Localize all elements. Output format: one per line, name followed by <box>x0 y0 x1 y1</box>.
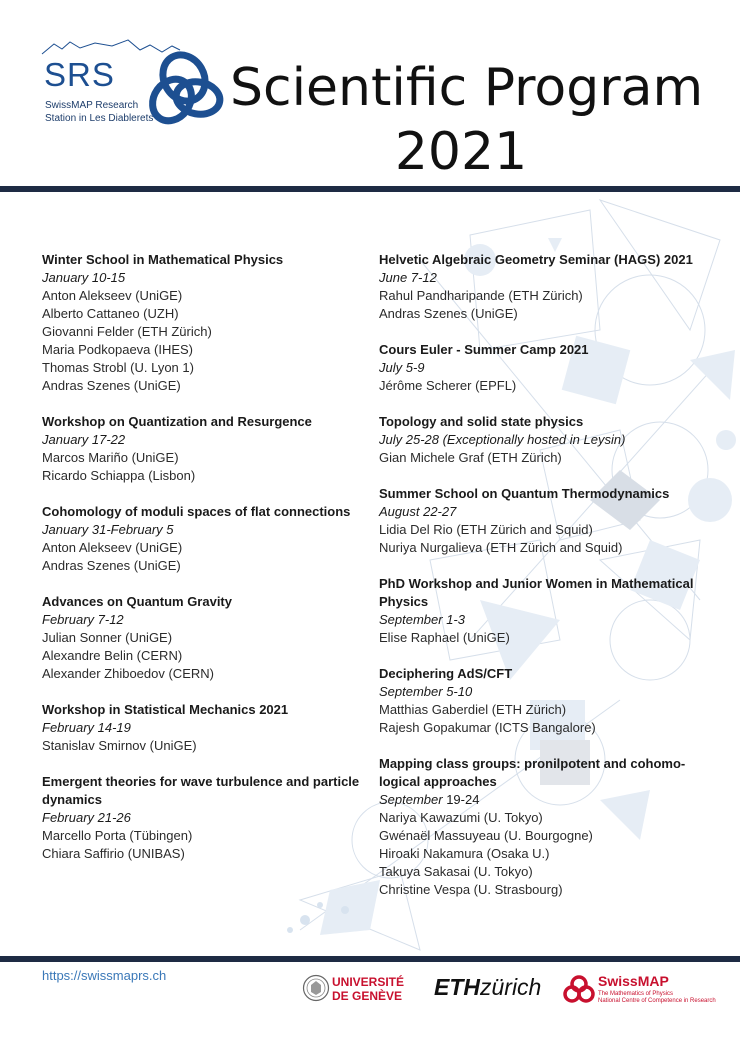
swissmap-tagline: The Mathematics of Physics <box>598 991 674 997</box>
organizer: Nuriya Nurgalieva (ETH Zürich and Squid) <box>379 540 623 555</box>
event-title: Workshop in Statistical Mechanics 2021 <box>42 702 289 717</box>
event-date: September 5-10 <box>379 684 473 699</box>
event-title: Cours Euler - Summer Camp 2021 <box>379 342 589 357</box>
event-title: Advances on Quantum Gravity <box>42 594 232 609</box>
organizer: Alexandre Belin (CERN) <box>42 648 183 663</box>
event-title: Cohomology of moduli spaces of flat connections <box>42 504 351 519</box>
unige-line-1: UNIVERSITÉ <box>332 975 405 989</box>
organizer: Thomas Strobl (U. Lyon 1) <box>42 360 194 375</box>
eth-zurich-logo[interactable] <box>434 974 541 1001</box>
event-date: August 22-27 <box>379 504 457 519</box>
event-hags <box>379 251 709 323</box>
unige-logo[interactable] <box>302 974 412 1008</box>
page-title <box>230 56 704 184</box>
logo-subtitle-line-1: SwissMAP Research <box>45 100 139 111</box>
organizer: Ricardo Schiappa (Lisbon) <box>42 468 196 483</box>
program-column-left <box>42 251 372 881</box>
organizer: Anton Alekseev (UniGE) <box>42 288 183 303</box>
event-mapping-class-groups <box>379 755 709 899</box>
event-date: February 21-26 <box>42 810 131 825</box>
swissmap-nccr-line: National Centre of Competence in Research <box>598 998 716 1004</box>
organizer: Hiroaki Nakamura (Osaka U.) <box>379 846 550 861</box>
organizer: Rahul Pandharipande (ETH Zürich) <box>379 288 583 303</box>
organizer: Anton Alekseev (UniGE) <box>42 540 183 555</box>
event-date: January 10-15 <box>42 270 126 285</box>
organizer: Jérôme Scherer (EPFL) <box>379 378 517 393</box>
event-title: Summer School on Quantum Thermodynamics <box>379 486 670 501</box>
event-cours-euler <box>379 341 709 395</box>
event-title: Winter School in Mathematical Physics <box>42 252 284 267</box>
page-title-line-2: 2021 <box>394 122 528 182</box>
organizer: Chiara Saffirio (UNIBAS) <box>42 846 185 861</box>
event-title: Topology and solid state physics <box>379 414 584 429</box>
event-ads-cft <box>379 665 709 737</box>
organizer: Nariya Kawazumi (U. Tokyo) <box>379 810 543 825</box>
unige-line-2: DE GENÈVE <box>332 989 403 1003</box>
organizer: Gian Michele Graf (ETH Zürich) <box>379 450 562 465</box>
organizer: Stanislav Smirnov (UniGE) <box>42 738 197 753</box>
program-column-right <box>379 251 709 917</box>
eth-wordmark-bold: ETH <box>434 974 480 1000</box>
header-divider-bar <box>0 186 740 192</box>
footer-divider-bar <box>0 956 740 962</box>
event-winter-school <box>42 251 372 395</box>
unige-wordmark <box>332 975 404 1003</box>
organizer: Gwénaël Massuyeau (U. Bourgogne) <box>379 828 593 843</box>
organizer: Matthias Gaberdiel (ETH Zürich) <box>379 702 567 717</box>
page-title-line-1: Scientific Program <box>230 58 704 118</box>
event-quantum-thermodynamics <box>379 485 709 557</box>
event-title: Mapping class groups: pronilpotent and cohomo-logical approaches <box>379 756 686 789</box>
event-phd-workshop <box>379 575 709 647</box>
event-title: Emergent theories for wave turbulence and particle dynamics <box>42 774 360 807</box>
logo-abbreviation: SRS <box>44 56 115 93</box>
organizer: Marcello Porta (Tübingen) <box>42 828 193 843</box>
organizer: Takuya Sakasai (U. Tokyo) <box>379 864 533 879</box>
organizer: Christine Vespa (U. Strasbourg) <box>379 882 563 897</box>
logo-subtitle-line-2: Station in Les Diablerets <box>45 113 154 124</box>
eth-wordmark-rest: zürich <box>480 974 542 1000</box>
website-link[interactable]: https://swissmaprs.ch <box>42 968 167 983</box>
organizer: Andras Szenes (UniGE) <box>379 306 518 321</box>
event-title: Workshop on Quantization and Resurgence <box>42 414 312 429</box>
organizer: Andras Szenes (UniGE) <box>42 558 181 573</box>
organizer: Elise Raphael (UniGE) <box>379 630 510 645</box>
event-date-days: 19-24 <box>442 792 480 807</box>
event-date: July 5-9 <box>379 360 425 375</box>
event-date: February 7-12 <box>42 612 124 627</box>
event-date: January 31-February 5 <box>42 522 174 537</box>
event-date: July 25-28 (Exceptionally hosted in Leysin) <box>379 432 626 447</box>
event-quantization-resurgence <box>42 413 372 485</box>
event-statistical-mechanics <box>42 701 372 755</box>
swissmap-trefoil-icon <box>562 974 596 1004</box>
organizer: Marcos Mariño (UniGE) <box>42 450 179 465</box>
organizer: Julian Sonner (UniGE) <box>42 630 173 645</box>
event-date: February 14-19 <box>42 720 131 735</box>
event-date <box>379 791 709 809</box>
event-date: June 7-12 <box>379 270 437 285</box>
event-date-month: September <box>379 792 443 807</box>
event-cohomology-moduli <box>42 503 372 575</box>
event-title: PhD Workshop and Junior Women in Mathematical Physics <box>379 576 694 609</box>
unige-seal-icon <box>302 974 330 1002</box>
event-date: January 17-22 <box>42 432 126 447</box>
organizer: Alexander Zhiboedov (CERN) <box>42 666 214 681</box>
swissmap-logo[interactable] <box>562 972 716 1008</box>
srs-logo[interactable] <box>40 36 230 136</box>
swissmap-wordmark: SwissMAP <box>598 973 669 989</box>
organizer: Alberto Cattaneo (UZH) <box>42 306 179 321</box>
organizer: Rajesh Gopakumar (ICTS Bangalore) <box>379 720 596 735</box>
organizer: Andras Szenes (UniGE) <box>42 378 181 393</box>
event-date: September 1-3 <box>379 612 465 627</box>
organizer: Maria Podkopaeva (IHES) <box>42 342 194 357</box>
event-wave-turbulence <box>42 773 372 863</box>
organizer: Giovanni Felder (ETH Zürich) <box>42 324 212 339</box>
event-quantum-gravity <box>42 593 372 683</box>
event-title: Deciphering AdS/CFT <box>379 666 513 681</box>
event-topology-solid-state <box>379 413 709 467</box>
organizer: Lidia Del Rio (ETH Zürich and Squid) <box>379 522 593 537</box>
event-title: Helvetic Algebraic Geometry Seminar (HAGS) 2021 <box>379 252 693 267</box>
